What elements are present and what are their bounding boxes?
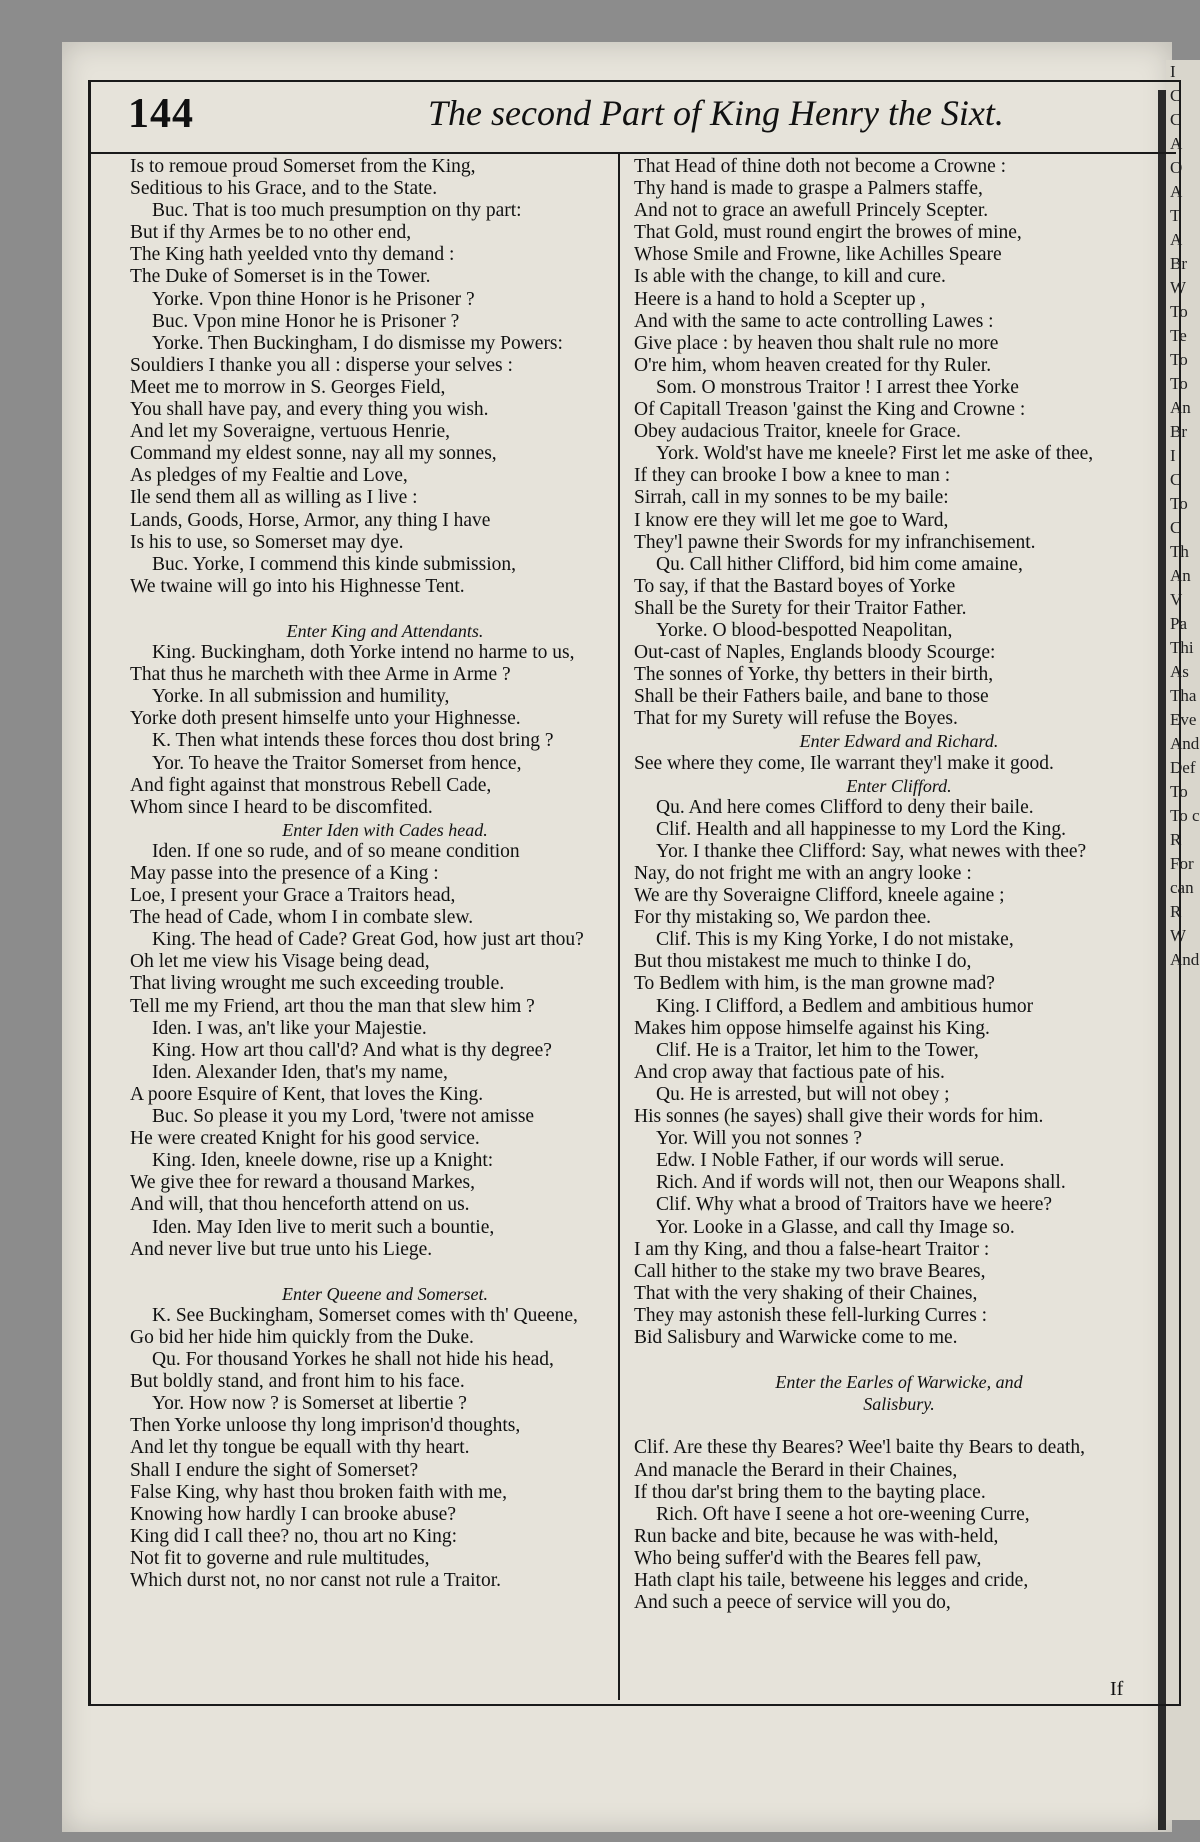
verse-line: Clif. He is a Traitor, let him to the Tower, [656, 1039, 979, 1061]
verse-line: Of Capitall Treason 'gainst the King and Crowne : [634, 399, 1026, 421]
verse-line: Qu. And here comes Clifford to deny their baile. [656, 796, 1034, 818]
verse-line: False King, why hast thou broken faith with me, [130, 1481, 507, 1503]
verse-line: His sonnes (he sayes) shall give their words for him. [634, 1106, 1044, 1128]
verse-line: As pledges of my Fealtie and Love, [130, 465, 408, 487]
verse-line: I am thy King, and thou a false-heart Traitor : [634, 1238, 990, 1260]
verse-line: Yor. To heave the Traitor Somerset from hence, [152, 752, 522, 774]
left-column [130, 156, 640, 1592]
verse-line: Clif. Health and all happinesse to my Lord the King. [656, 818, 1066, 840]
verse-line: But if thy Armes be to no other end, [130, 222, 412, 244]
next-page-fragment: And [1170, 734, 1200, 753]
next-page-fragment: C [1170, 86, 1182, 105]
verse-line: Whose Smile and Frowne, like Achilles Speare [634, 244, 1002, 266]
verse-line: Meet me to morrow in S. Georges Field, [130, 376, 446, 398]
verse-line: Then Yorke unloose thy long imprison'd thoughts, [130, 1415, 521, 1437]
next-page-fragment: V [1170, 590, 1183, 609]
next-page-fragment: I [1170, 62, 1176, 81]
verse-line: Yor. I thanke thee Clifford: Say, what newes with thee? [656, 840, 1087, 862]
verse-line: Yor. How now ? is Somerset at libertie ? [152, 1393, 467, 1415]
verse-line: Edw. I Noble Father, if our words will serue. [656, 1150, 1005, 1172]
verse-line: Heere is a hand to hold a Scepter up , [634, 288, 926, 310]
verse-line: And such a peece of service will you do, [634, 1592, 951, 1614]
verse-line: Shall be their Fathers baile, and bane to those [634, 686, 989, 708]
verse-line: Yorke. Vpon thine Honor is he Prisoner ? [152, 288, 475, 310]
verse-line: Shall be the Surety for their Traitor Father. [634, 597, 967, 619]
next-page-fragment: O [1170, 158, 1183, 177]
verse-line: K. Then what intends these forces thou dost bring ? [152, 730, 554, 752]
verse-line: That for my Surety will refuse the Boyes. [634, 708, 958, 730]
verse-line: K. See Buckingham, Somerset comes with th' Queene, [152, 1304, 578, 1326]
verse-line: Knowing how hardly I can brooke abuse? [130, 1503, 456, 1525]
verse-line: Run backe and bite, because he was with-held, [634, 1525, 999, 1547]
next-page-fragment: A [1170, 134, 1183, 153]
verse-line: Iden. If one so rude, and of so meane condition [152, 840, 520, 862]
line-gap [634, 1415, 1164, 1437]
verse-line: Souldiers I thanke you all : disperse your selves : [130, 354, 513, 376]
next-page-fragment: And [1170, 950, 1200, 969]
stage-direction: Enter the Earles of Warwicke, and [775, 1372, 1023, 1393]
next-page-fragment: Thi [1170, 638, 1194, 657]
verse-line: To Bedlem with him, is the man growne mad? [634, 973, 995, 995]
next-page-fragment: A [1170, 230, 1183, 249]
verse-line: Iden. I was, an't like your Majestie. [152, 1017, 427, 1039]
verse-line: King. How art thou call'd? And what is thy degree? [152, 1039, 552, 1061]
verse-line: Out-cast of Naples, Englands bloody Scourge: [634, 642, 996, 664]
verse-line: O're him, whom heaven created for thy Ruler. [634, 354, 992, 376]
verse-line: King did I call thee? no, thou art no King: [130, 1525, 458, 1547]
verse-line: They may astonish these fell-lurking Curres : [634, 1304, 988, 1326]
verse-line: If thou dar'st bring them to the bayting place. [634, 1481, 986, 1503]
verse-line: Which durst not, no nor canst not rule a Traitor. [130, 1570, 501, 1591]
line-gap [634, 1349, 1164, 1371]
running-title: The second Part of King Henry the Sixt. [428, 93, 1004, 133]
verse-line: Clif. This is my King Yorke, I do not mistake, [656, 929, 1014, 951]
next-page-fragment: Def [1170, 758, 1196, 777]
verse-line: Sirrah, call in my sonnes to be my baile: [634, 487, 949, 509]
verse-line: Whom since I heard to be discomfited. [130, 796, 433, 818]
verse-line: The head of Cade, whom I in combate slew. [130, 907, 474, 929]
verse-line: Buc. That is too much presumption on thy part: [152, 200, 522, 222]
verse-line: Buc. So please it you my Lord, 'twere not amisse [152, 1106, 535, 1128]
verse-line: And never live but true unto his Liege. [130, 1238, 433, 1260]
verse-line: If they can brooke I bow a knee to man : [634, 465, 951, 487]
verse-line: Nay, do not fright me with an angry looke : [634, 863, 972, 884]
verse-line: York. Wold'st have me kneele? First let me aske of thee, [656, 443, 1094, 465]
header-rule [88, 152, 1176, 154]
verse-line: And let my Soveraigne, vertuous Henrie, [130, 421, 451, 443]
next-page-fragment: W [1170, 926, 1187, 945]
next-page-fragment: R [1170, 902, 1182, 921]
line-gap [130, 598, 640, 620]
stage-direction: Enter Clifford. [846, 775, 952, 796]
verse-line: Yorke. O blood-bespotted Neapolitan, [656, 619, 953, 641]
verse-line: Makes him oppose himselfe against his King. [634, 1017, 990, 1039]
verse-line: To say, if that the Bastard boyes of Yorke [634, 575, 956, 597]
verse-line: Yorke. In all submission and humility, [152, 686, 450, 708]
verse-line: Yorke doth present himselfe unto your Highnesse. [130, 708, 521, 730]
stage-direction: Salisbury. [863, 1394, 935, 1415]
verse-line: The King hath yeelded vnto thy demand : [130, 244, 455, 266]
next-page-fragment: An [1170, 566, 1191, 585]
stage-direction: Enter Edward and Richard. [799, 731, 999, 752]
verse-line: That living wrought me such exceeding trouble. [130, 973, 505, 995]
next-page-fragment: To [1170, 494, 1188, 513]
next-page-fragment: Br [1170, 254, 1187, 273]
line-gap [130, 1261, 640, 1283]
next-page-fragment: Th [1170, 542, 1189, 561]
catchword: If [1110, 1678, 1124, 1700]
verse-line: Who being suffer'd with the Beares fell paw, [634, 1547, 982, 1569]
next-page-fragment: As [1170, 662, 1189, 681]
next-page-fragment: Eve [1170, 710, 1197, 729]
verse-line: Hath clapt his taile, betweene his legges and cride, [634, 1570, 1029, 1591]
next-page-fragment: For [1170, 854, 1194, 873]
verse-line: For thy mistaking so, We pardon thee. [634, 907, 932, 929]
verse-line: He were created Knight for his good service. [130, 1128, 480, 1150]
verse-line: And will, that thou henceforth attend on us. [130, 1194, 470, 1216]
next-page-fragment: C [1170, 518, 1182, 537]
next-page-fragment: C [1170, 110, 1182, 129]
verse-line: The Duke of Somerset is in the Tower. [130, 266, 431, 288]
verse-line: And with the same to acte controlling Lawes : [634, 310, 994, 332]
verse-line: Is to remoue proud Somerset from the King, [130, 156, 476, 177]
right-column [634, 156, 1164, 1614]
next-page-fragment: To c [1170, 806, 1200, 825]
verse-line: That Gold, must round engirt the browes of mine, [634, 222, 1022, 244]
verse-line: Lands, Goods, Horse, Armor, any thing I have [130, 509, 491, 531]
verse-line: But thou mistakest me much to thinke I do, [634, 951, 972, 973]
page-number: 144 [128, 91, 194, 137]
verse-line: They'l pawne their Swords for my infranchisement. [634, 531, 1036, 553]
stage-direction: Enter Queene and Somerset. [282, 1283, 488, 1304]
verse-line: Call hither to the stake my two brave Beares, [634, 1260, 986, 1282]
next-page-fragment: To [1170, 374, 1188, 393]
verse-line: Iden. May Iden live to merit such a bountie, [152, 1216, 495, 1238]
verse-line: We twaine will go into his Highnesse Tent. [130, 575, 465, 597]
verse-line: See where they come, Ile warrant they'l make it good. [634, 752, 1054, 774]
stage-direction: Enter Iden with Cades head. [282, 819, 488, 840]
verse-line: Not fit to governe and rule multitudes, [130, 1547, 430, 1569]
verse-line: Go bid her hide him quickly from the Duke. [130, 1326, 474, 1348]
next-page-fragment: W [1170, 278, 1187, 297]
verse-line: But boldly stand, and front him to his face. [130, 1371, 465, 1393]
verse-line: Buc. Yorke, I commend this kinde submission, [152, 553, 516, 575]
verse-line: Yor. Looke in a Glasse, and call thy Image so. [656, 1216, 1015, 1238]
verse-line: Yorke. Then Buckingham, I do dismisse my Powers: [152, 332, 563, 354]
verse-line: And let thy tongue be equall with thy heart. [130, 1437, 470, 1459]
verse-line: And fight against that monstrous Rebell Cade, [130, 774, 492, 796]
verse-line: King. I Clifford, a Bedlem and ambitious humor [656, 995, 1034, 1017]
verse-line: Rich. Oft have I seene a hot ore-weening Curre, [656, 1503, 1030, 1525]
verse-line: Is able with the change, to kill and cure. [634, 266, 946, 288]
verse-line: Command my eldest sonne, nay all my sonnes, [130, 443, 497, 465]
verse-line: Qu. For thousand Yorkes he shall not hide his head, [152, 1349, 554, 1371]
verse-line: Rich. And if words will not, then our Weapons shall. [656, 1172, 1066, 1194]
verse-line: Loe, I present your Grace a Traitors head, [130, 885, 456, 907]
verse-line: We give thee for reward a thousand Markes, [130, 1172, 475, 1194]
next-page-fragment: To [1170, 350, 1188, 369]
verse-line: Som. O monstrous Traitor ! I arrest thee Yorke [656, 376, 1019, 398]
verse-line: That Head of thine doth not become a Crowne : [634, 156, 1007, 177]
verse-line: You shall have pay, and every thing you wish. [130, 399, 489, 421]
next-page-fragment: To [1170, 302, 1188, 321]
verse-line: Iden. Alexander Iden, that's my name, [152, 1061, 448, 1083]
next-page-fragment: Pa [1170, 614, 1187, 633]
verse-line: Obey audacious Traitor, kneele for Grace. [634, 421, 961, 443]
verse-line: We are thy Soveraigne Clifford, kneele againe ; [634, 885, 1005, 907]
next-page-fragment: To [1170, 782, 1188, 801]
verse-line: Qu. He is arrested, but will not obey ; [656, 1083, 950, 1105]
next-page-fragment: T [1170, 206, 1181, 225]
verse-line: Qu. Call hither Clifford, bid him come amaine, [656, 553, 1023, 575]
verse-line: Shall I endure the sight of Somerset? [130, 1459, 419, 1481]
verse-line: And not to grace an awefull Princely Scepter. [634, 200, 989, 222]
verse-line: A poore Esquire of Kent, that loves the King. [130, 1083, 484, 1105]
verse-line: May passe into the presence of a King : [130, 863, 439, 884]
verse-line: Yor. Will you not sonnes ? [656, 1128, 862, 1150]
verse-line: Thy hand is made to graspe a Palmers staffe, [634, 178, 983, 200]
verse-line: Ile send them all as willing as I live : [130, 487, 418, 509]
verse-line: And manacle the Berard in their Chaines, [634, 1459, 958, 1481]
next-page-fragment: Te [1170, 326, 1187, 345]
verse-line: King. Iden, kneele downe, rise up a Knight: [152, 1150, 494, 1172]
next-page-fragment: A [1170, 182, 1183, 201]
verse-line: Clif. Are these thy Beares? Wee'l baite thy Bears to death, [634, 1437, 1086, 1459]
stage-direction: Enter King and Attendants. [286, 620, 484, 641]
next-page-fragment: I [1170, 446, 1176, 465]
verse-line: Buc. Vpon mine Honor he is Prisoner ? [152, 310, 460, 332]
next-page-fragment: C [1170, 470, 1182, 489]
verse-line: Is his to use, so Somerset may dye. [130, 531, 404, 553]
verse-line: And crop away that factious pate of his. [634, 1061, 945, 1083]
verse-line: The sonnes of Yorke, thy betters in their birth, [634, 664, 994, 686]
next-page-fragment: R [1170, 830, 1182, 849]
verse-line: That thus he marcheth with thee Arme in Arme ? [130, 664, 511, 686]
verse-line: Clif. Why what a brood of Traitors have we heere? [656, 1194, 1053, 1216]
verse-line: Give place : by heaven thou shalt rule no more [634, 332, 999, 354]
verse-line: Tell me my Friend, art thou the man that slew him ? [130, 995, 535, 1017]
verse-line: King. Buckingham, doth Yorke intend no harme to us, [152, 642, 575, 664]
next-page-fragment: can [1170, 878, 1194, 897]
verse-line: Oh let me view his Visage being dead, [130, 951, 430, 973]
verse-line: Seditious to his Grace, and to the State. [130, 178, 438, 200]
next-page-fragment: An [1170, 398, 1191, 417]
next-page-fragment: Tha [1170, 686, 1197, 705]
verse-line: I know ere they will let me goe to Ward, [634, 509, 949, 531]
next-page-fragment: Br [1170, 422, 1187, 441]
verse-line: King. The head of Cade? Great God, how just art thou? [152, 929, 584, 951]
verse-line: That with the very shaking of their Chaines, [634, 1282, 978, 1304]
verse-line: Bid Salisbury and Warwicke come to me. [634, 1326, 958, 1348]
